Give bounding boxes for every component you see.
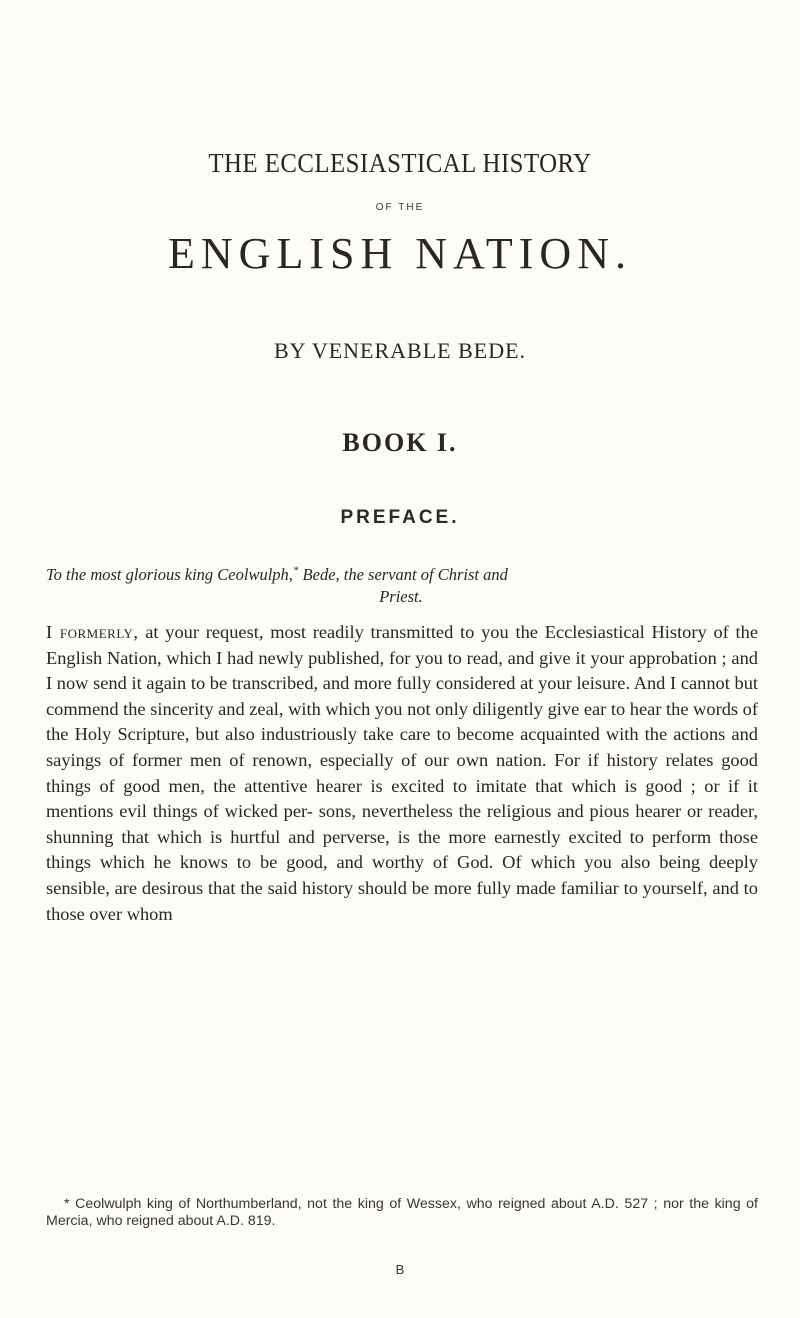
footnote-marker: * xyxy=(292,564,299,577)
dedication-line-1b: Bede, the servant of Christ and xyxy=(298,565,508,584)
author-byline: BY VENERABLE BEDE. xyxy=(273,338,527,363)
preface-body xyxy=(46,620,758,927)
preface-lead-words: I formerly, xyxy=(46,622,139,642)
book-heading: BOOK I. xyxy=(342,428,458,457)
dedication-line-1a: To the most glorious king Ceolwulph, xyxy=(46,565,293,584)
footnote-text: Ceolwulph king of Northumberland, not the king of Wessex, who reigned about A.D. 527 ; nor the king of Mercia, who reigned about A.D. 819. xyxy=(46,1196,758,1229)
title-line-1: THE ECCLESIASTICAL HISTORY xyxy=(208,148,592,178)
section-heading: PREFACE. xyxy=(340,507,460,528)
dedication-line-2: Priest. xyxy=(379,587,423,606)
signature-mark: B xyxy=(395,1262,405,1277)
title-line-2: ENGLISH NATION. xyxy=(168,229,632,278)
preface-text: at your request, most readily transmitted to you the Ecclesiastical History of the English Nation, which I had newly published, for you to read, and give it your approbation ; and I now send it again to be transcribed, and more fully considered at your leisure. And I cannot but commend the sincerity and zeal, with which you not only diligently give ear to hear the words of the Holy Scripture, but also industriously take care to become acquainted with the actions and sayings of former men of renown, especially of our own nation. For if history relates good things of good men, the attentive hearer is excited to imitate that which is good ; or if it mentions evil things of wicked per- sons, nevertheless the religious and pious hearer or reader, shunning that which is hurtful and perverse, is the more earnestly excited to perform those things which he knows to be good, and worthy of God. Of which you also being deeply sensible, are desirous that the said history should be more fully made familiar to yourself, and to those over whom xyxy=(46,622,758,924)
title-of-the: OF THE xyxy=(375,202,425,213)
footnote xyxy=(46,1196,758,1230)
dedication xyxy=(46,564,756,608)
footnote-star: * xyxy=(64,1196,70,1212)
